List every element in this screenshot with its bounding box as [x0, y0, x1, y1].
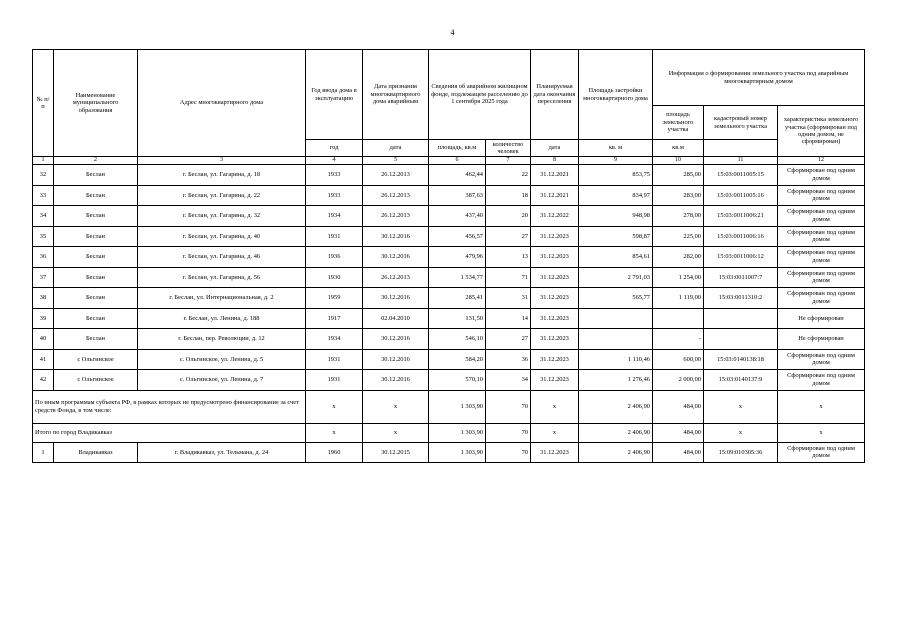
cell-plan: 31.12.2023 [531, 288, 579, 309]
cell-year: 1931 [306, 370, 363, 391]
table-row [33, 267, 865, 288]
cell-num: 36 [33, 247, 54, 268]
cell-date: 26.12.2013 [363, 267, 429, 288]
cell-year: 1931 [306, 226, 363, 247]
cell-land: 225,00 [653, 226, 704, 247]
cell-char: Сформирован под одним домом [778, 226, 865, 247]
header-num: № п/п [33, 50, 54, 157]
cell-area: 1 303,90 [429, 442, 486, 463]
cell-build [579, 308, 653, 329]
cell-date: 26.12.2013 [363, 185, 429, 206]
table-row [33, 308, 865, 329]
header-year-built: Год ввода дома в эксплуатацию [306, 50, 363, 140]
cell-people: 27 [486, 226, 531, 247]
cell-people: 13 [486, 247, 531, 268]
col-number: 4 [306, 157, 363, 165]
summary-date: x [363, 390, 429, 423]
summary-plan: x [531, 423, 579, 442]
header-date-emergency: Дата признания многоквартирного дома аварийным [363, 50, 429, 140]
cell-num: 35 [33, 226, 54, 247]
table-row [33, 329, 865, 350]
header-address: Адрес многоквартирного дома [138, 50, 306, 157]
cell-area: 456,57 [429, 226, 486, 247]
cell-land: 283,00 [653, 185, 704, 206]
header-planned-end: Планируемая дата окончания переселения [531, 50, 579, 140]
cell-people: 14 [486, 308, 531, 329]
cell-municipality: Беслан [54, 288, 138, 309]
cell-plan: 31.12.2023 [531, 226, 579, 247]
cell-area: 584,20 [429, 349, 486, 370]
cell-people: 22 [486, 165, 531, 186]
cell-address: г. Беслан, ул. Гагарина, д. 22 [138, 185, 306, 206]
cell-date: 26.12.2013 [363, 165, 429, 186]
cell-address: г. Беслан, ул. Гагарина, д. 18 [138, 165, 306, 186]
col-number: 3 [138, 157, 306, 165]
cell-municipality: Беслан [54, 329, 138, 350]
cell-char: Сформирован под одним домом [778, 267, 865, 288]
cell-char: Сформирован под одним домом [778, 442, 865, 463]
cell-municipality: Беслан [54, 185, 138, 206]
unit-year: год [306, 140, 363, 157]
cell-land: 1 119,00 [653, 288, 704, 309]
cell-address: с. Ольгинское, ул. Ленина, д. 5 [138, 349, 306, 370]
table-row [33, 370, 865, 391]
cell-num: 39 [33, 308, 54, 329]
cell-build: 1 110,46 [579, 349, 653, 370]
cell-area: 570,10 [429, 370, 486, 391]
cell-date: 30.12.2016 [363, 226, 429, 247]
col-number: 7 [486, 157, 531, 165]
cell-plan: 31.12.2023 [531, 308, 579, 329]
cell-land: 1 254,00 [653, 267, 704, 288]
cell-cad: 15:03:0140137:9 [704, 370, 778, 391]
cell-address: г. Беслан, ул. Интернациональная, д. 2 [138, 288, 306, 309]
cell-people: 18 [486, 185, 531, 206]
cell-address: г. Беслан, ул. Гагарина, д. 32 [138, 206, 306, 227]
summary-land: 484,00 [653, 390, 704, 423]
summary-char: x [778, 423, 865, 442]
summary-area: 1 303,90 [429, 423, 486, 442]
cell-year: 1959 [306, 288, 363, 309]
cell-plan: 31.12.2023 [531, 370, 579, 391]
table-row [33, 206, 865, 227]
cell-plan: 31.12.2021 [531, 185, 579, 206]
header-cadastral: кадастровый номер земельного участка [704, 106, 778, 140]
cell-cad: 15:03:0011007:7 [704, 267, 778, 288]
summary-year: x [306, 423, 363, 442]
cell-num: 42 [33, 370, 54, 391]
cell-address: г. Беслан, пер. Революции, д. 12 [138, 329, 306, 350]
cell-municipality: Беслан [54, 247, 138, 268]
unit-empty [704, 140, 778, 157]
summary-area: 1 303,90 [429, 390, 486, 423]
cell-build: 1 276,46 [579, 370, 653, 391]
cell-area: 462,44 [429, 165, 486, 186]
cell-municipality: Беслан [54, 226, 138, 247]
cell-build: 834,97 [579, 185, 653, 206]
cell-year: 1933 [306, 165, 363, 186]
cell-num: 40 [33, 329, 54, 350]
cell-address: г. Беслан, ул. Гагарина, д. 46 [138, 247, 306, 268]
column-numbers-row [33, 157, 865, 165]
cell-municipality: с Ольгинское [54, 349, 138, 370]
cell-land: 285,00 [653, 165, 704, 186]
header-land-info: Информация о формировании земельного участка под аварийным многоквартирным домом [653, 50, 865, 106]
cell-date: 30.12.2016 [363, 247, 429, 268]
cell-date: 02.04.2010 [363, 308, 429, 329]
cell-char: Сформирован под одним домом [778, 288, 865, 309]
cell-plan: 31.12.2023 [531, 442, 579, 463]
cell-plan: 31.12.2023 [531, 349, 579, 370]
cell-address: г. Беслан, ул. Гагарина, д. 56 [138, 267, 306, 288]
col-number: 9 [579, 157, 653, 165]
cell-municipality: Беслан [54, 308, 138, 329]
cell-char: Сформирован под одним домом [778, 165, 865, 186]
col-number: 6 [429, 157, 486, 165]
cell-year: 1960 [306, 442, 363, 463]
cell-area: 387,63 [429, 185, 486, 206]
cell-cad: 15:03:0140138:18 [704, 349, 778, 370]
summary-label: Итого по город Владикавказ [33, 423, 306, 442]
cell-char: Сформирован под одним домом [778, 247, 865, 268]
unit-date: дата [363, 140, 429, 157]
data-rows [33, 165, 865, 391]
cell-year: 1934 [306, 329, 363, 350]
cell-plan: 31.12.2023 [531, 329, 579, 350]
cell-date: 30.12.2016 [363, 370, 429, 391]
unit-area: площадь, кв.м [429, 140, 486, 157]
cell-area: 285,41 [429, 288, 486, 309]
cell-people: 70 [486, 442, 531, 463]
summary-char: x [778, 390, 865, 423]
table-row [33, 247, 865, 268]
summary-label: По иным программам субъекта РФ, в рамках которых не предусмотрено финансирование за счет средств Фонда, в том числе: [33, 390, 306, 423]
cell-municipality: Беслан [54, 165, 138, 186]
cell-address: г. Беслан, ул. Гагарина, д. 40 [138, 226, 306, 247]
cell-plan: 31.12.2023 [531, 247, 579, 268]
cell-num: 38 [33, 288, 54, 309]
cell-cad: 15:09:010305:36 [704, 442, 778, 463]
cell-build: 853,75 [579, 165, 653, 186]
summary-year: x [306, 390, 363, 423]
unit-sqm: кв. м [579, 140, 653, 157]
summary-land: 484,00 [653, 423, 704, 442]
cell-cad: 15:03:0011005:15 [704, 165, 778, 186]
table-row [33, 349, 865, 370]
summary-cad: x [704, 423, 778, 442]
cell-municipality: с Ольгинское [54, 370, 138, 391]
col-number: 2 [54, 157, 138, 165]
cell-year: 1933 [306, 185, 363, 206]
summary-people: 70 [486, 390, 531, 423]
table-row [33, 165, 865, 186]
cell-people: 36 [486, 349, 531, 370]
unit-people: количество человек [486, 140, 531, 157]
cell-char: Сформирован под одним домом [778, 206, 865, 227]
cell-date: 30.12.2016 [363, 329, 429, 350]
cell-municipality: Беслан [54, 206, 138, 227]
cell-land: 278,00 [653, 206, 704, 227]
unit-sqm-2: кв.м [653, 140, 704, 157]
cell-date: 30.12.2016 [363, 288, 429, 309]
cell-people: 27 [486, 329, 531, 350]
summary-build: 2 406,90 [579, 423, 653, 442]
col-number: 11 [704, 157, 778, 165]
cell-num: 34 [33, 206, 54, 227]
header-characteristic: характеристика земельного участка (сформирован под одним домом, не сформирован) [778, 106, 865, 157]
cell-num: 33 [33, 185, 54, 206]
summary-cad: x [704, 390, 778, 423]
cell-year: 1936 [306, 247, 363, 268]
cell-num: 1 [33, 442, 54, 463]
cell-num: 41 [33, 349, 54, 370]
cell-char: Не сформирован [778, 329, 865, 350]
cell-area: 1 534,77 [429, 267, 486, 288]
cell-land [653, 308, 704, 329]
cell-address: с. Ольгинское, ул. Ленина, д. 7 [138, 370, 306, 391]
cell-cad: 15:03:0011005:16 [704, 185, 778, 206]
cell-people: 34 [486, 370, 531, 391]
summary-row-other-programs [33, 390, 865, 423]
col-number: 5 [363, 157, 429, 165]
table-row [33, 442, 865, 463]
cell-num: 37 [33, 267, 54, 288]
header-land-area: площадь земельного участка [653, 106, 704, 140]
col-number: 12 [778, 157, 865, 165]
cell-cad: 15:03:0011006:12 [704, 247, 778, 268]
emergency-housing-table [32, 49, 865, 463]
cell-cad: 15:03:0011006:21 [704, 206, 778, 227]
cell-area: 437,40 [429, 206, 486, 227]
cell-address: г. Беслан, ул. Ленина, д. 188 [138, 308, 306, 329]
table-row [33, 288, 865, 309]
cell-char: Не сформирован [778, 308, 865, 329]
cell-land: 282,00 [653, 247, 704, 268]
page-number: 4 [450, 28, 455, 37]
cell-year: 1934 [306, 206, 363, 227]
header-municipality: Наименование муниципального образования [54, 50, 138, 157]
unit-date-2: дата [531, 140, 579, 157]
cell-date: 30.12.2016 [363, 349, 429, 370]
cell-num: 32 [33, 165, 54, 186]
header-fund-info: Сведения об аварийном жилищном фонде, подлежащем расселению до 1 сентября 2025 года [429, 50, 531, 140]
cell-year: 1931 [306, 349, 363, 370]
cell-build: 2 791,03 [579, 267, 653, 288]
cell-land: 600,00 [653, 349, 704, 370]
cell-land: 484,00 [653, 442, 704, 463]
cell-area: 131,50 [429, 308, 486, 329]
cell-build [579, 329, 653, 350]
cell-build: 948,98 [579, 206, 653, 227]
summary-row-city-total [33, 423, 865, 442]
cell-area: 546,10 [429, 329, 486, 350]
cell-build: 2 406,90 [579, 442, 653, 463]
cell-municipality: Беслан [54, 267, 138, 288]
cell-people: 31 [486, 288, 531, 309]
cell-plan: 31.12.2021 [531, 165, 579, 186]
cell-date: 26.12.2013 [363, 206, 429, 227]
cell-build: 854,61 [579, 247, 653, 268]
cell-people: 20 [486, 206, 531, 227]
summary-people: 70 [486, 423, 531, 442]
cell-cad: 15:03:0011310:2 [704, 288, 778, 309]
cell-cad: 15:03:0011006:16 [704, 226, 778, 247]
cell-cad [704, 308, 778, 329]
cell-land: - [653, 329, 704, 350]
cell-land: 2 000,00 [653, 370, 704, 391]
summary-plan: x [531, 390, 579, 423]
cell-plan: 31.12.2022 [531, 206, 579, 227]
cell-char: Сформирован под одним домом [778, 370, 865, 391]
summary-build: 2 406,90 [579, 390, 653, 423]
cell-year: 1930 [306, 267, 363, 288]
header-building-area: Площадь застройки многоквартирного дома [579, 50, 653, 140]
cell-cad [704, 329, 778, 350]
table-row [33, 185, 865, 206]
table-row [33, 226, 865, 247]
cell-date: 30.12.2015 [363, 442, 429, 463]
cell-people: 71 [486, 267, 531, 288]
cell-address: г. Владикавказ, ул. Тельмана, д. 24 [138, 442, 306, 463]
summary-date: x [363, 423, 429, 442]
cell-build: 565,77 [579, 288, 653, 309]
cell-year: 1917 [306, 308, 363, 329]
cell-plan: 31.12.2023 [531, 267, 579, 288]
cell-build: 598,87 [579, 226, 653, 247]
cell-char: Сформирован под одним домом [778, 349, 865, 370]
col-number: 1 [33, 157, 54, 165]
cell-char: Сформирован под одним домом [778, 185, 865, 206]
col-number: 8 [531, 157, 579, 165]
cell-municipality: Владикавказ [54, 442, 138, 463]
col-number: 10 [653, 157, 704, 165]
cell-area: 479,96 [429, 247, 486, 268]
